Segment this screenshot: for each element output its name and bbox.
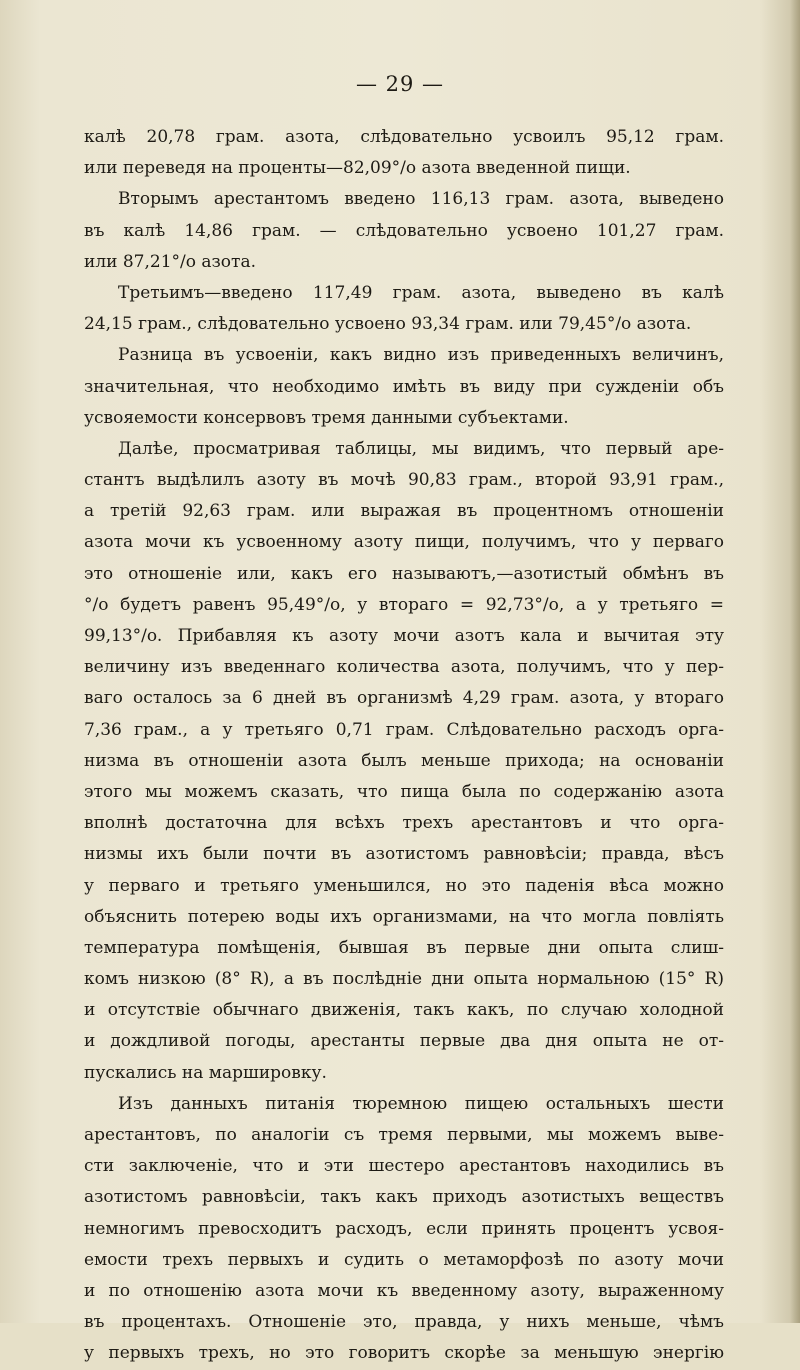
text-line: арестантовъ, по аналогіи съ тремя первыми, мы можемъ выве- <box>84 1125 724 1145</box>
text-line: температура помѣщенія, бывшая въ первые дни опыта слиш- <box>84 937 724 958</box>
page-number: — 29 — <box>355 72 445 96</box>
text-line: у первыхъ трехъ, но это говоритъ скорѣе за меньшую энергію <box>84 1343 724 1364</box>
text-line: или переведя на проценты—82,09°/o азота введенной пищи. <box>84 158 631 179</box>
text-line: комъ низкою (8° R), а въ послѣдніе дни опыта нормальною (15° R) <box>84 969 724 990</box>
page-edge-shadow <box>790 0 800 1323</box>
text-line: усвояемости консервовъ тремя данными субъектами. <box>84 407 569 428</box>
text-line: или 87,21°/o азота. <box>84 251 256 272</box>
body-text <box>84 122 724 1370</box>
text-line: стантъ выдѣлилъ азоту въ мочѣ 90,83 грам., второй 93,91 грам., <box>84 470 724 491</box>
text-line: немногимъ превосходитъ расходъ, если принять процентъ усвоя- <box>84 1218 724 1239</box>
text-line: въ процентахъ. Отношеніе это, правда, у нихъ меньше, чѣмъ <box>84 1312 724 1333</box>
text-line: а третій 92,63 грам. или выражая въ процентномъ отношеніи <box>84 501 724 522</box>
text-line: Изъ данныхъ питанія тюремною пищею остальныхъ шести <box>118 1093 724 1114</box>
text-line: сти заключеніе, что и эти шестеро арестантовъ находились въ <box>84 1156 724 1177</box>
text-line: низмы ихъ были почти въ азотистомъ равновѣсіи; правда, вѣсъ <box>84 844 724 865</box>
text-line: объяснить потерею воды ихъ организмами, на что могла повліять <box>84 906 724 927</box>
text-line: величину изъ введеннаго количества азота, получимъ, что у пер- <box>84 657 724 678</box>
text-line: значительная, что необходимо имѣть въ виду при сужденіи объ <box>84 376 724 397</box>
text-line: Далѣе, просматривая таблицы, мы видимъ, что первый аре- <box>118 438 724 459</box>
text-line: Разница въ усвоеніи, какъ видно изъ приведенныхъ величинъ, <box>118 345 724 366</box>
text-line: Вторымъ арестантомъ введено 116,13 грам. азота, выведено <box>118 189 724 210</box>
text-line: у перваго и третьяго уменьшился, но это паденія вѣса можно <box>84 875 724 896</box>
text-line: ваго осталось за 6 дней въ организмѣ 4,29 грам. азота, у втораго <box>84 688 724 709</box>
text-line: °/o будетъ равенъ 95,49°/o, у втораго = 92,73°/o, а у третьяго = <box>84 594 724 615</box>
text-line: пускались на маршировку. <box>84 1062 327 1083</box>
text-line: вполнѣ достаточна для всѣхъ трехъ арестантовъ и что орга- <box>84 813 724 834</box>
text-line: Третьимъ—введено 117,49 грам. азота, выведено въ калѣ <box>118 282 724 303</box>
text-line: и отсутствіе обычнаго движенія, такъ какъ, по случаю холодной <box>84 1000 724 1021</box>
text-line: низма въ отношеніи азота былъ меньше прихода; на основаніи <box>84 750 724 771</box>
text-line: калѣ 20,78 грам. азота, слѣдовательно усвоилъ 95,12 грам. <box>84 127 724 147</box>
text-line: емости трехъ первыхъ и судить о метаморфозѣ по азоту мочи <box>84 1249 724 1270</box>
text-line: 99,13°/o. Прибавляя къ азоту мочи азотъ кала и вычитая эту <box>84 626 724 646</box>
text-line: и дождливой погоды, арестанты первые два дня опыта не от- <box>84 1031 724 1052</box>
text-line: этого мы можемъ сказать, что пища была по содержанію азота <box>84 781 724 802</box>
text-line: это отношеніе или, какъ его называютъ,—азотистый обмѣнъ въ <box>84 563 724 584</box>
text-line: въ калѣ 14,86 грам. — слѣдовательно усвоено 101,27 грам. <box>84 220 724 241</box>
text-line: 7,36 грам., а у третьяго 0,71 грам. Слѣдовательно расходъ орга- <box>84 719 724 740</box>
text-line: и по отношенію азота мочи къ введенному азоту, выраженному <box>84 1280 724 1301</box>
text-line: 24,15 грам., слѣдовательно усвоено 93,34 грам. или 79,45°/o азота. <box>84 314 692 335</box>
text-line: азота мочи къ усвоенному азоту пищи, получимъ, что у перваго <box>84 532 724 553</box>
text-line: азотистомъ равновѣсіи, такъ какъ приходъ азотистыхъ веществъ <box>84 1187 724 1208</box>
